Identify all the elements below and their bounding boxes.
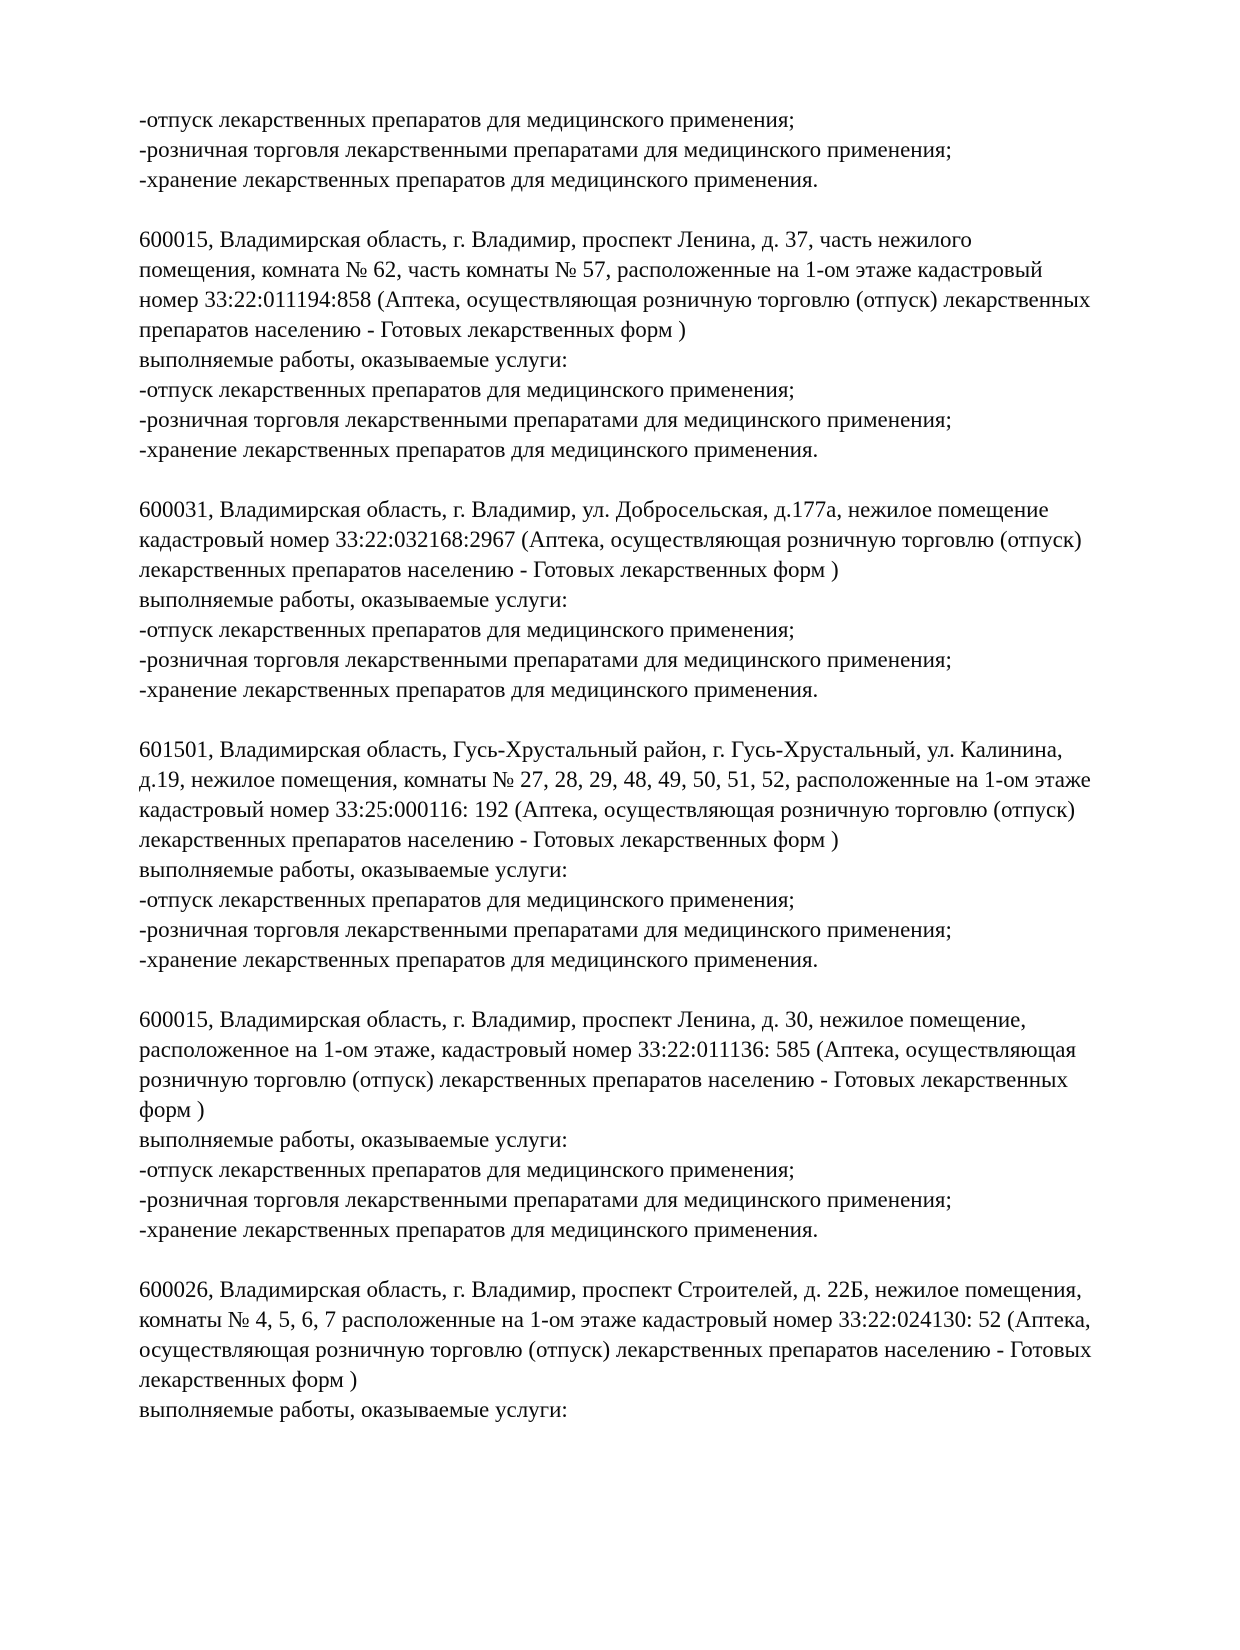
- text-line: -хранение лекарственных препаратов для медицинского применения.: [139, 947, 819, 972]
- text-line: -отпуск лекарственных препаратов для медицинского применения;: [139, 107, 795, 132]
- text-line: лекарственных препаратов населению - Готовых лекарственных форм ): [139, 827, 839, 852]
- document-body: [139, 105, 1170, 1425]
- text-line: -отпуск лекарственных препаратов для медицинского применения;: [139, 1157, 795, 1182]
- text-line: выполняемые работы, оказываемые услуги:: [139, 347, 568, 372]
- text-line: 600031, Владимирская область, г. Владимир, ул. Добросельская, д.177а, нежилое помещение: [139, 497, 1049, 522]
- text-line: -розничная торговля лекарственными препаратами для медицинского применения;: [139, 1187, 952, 1212]
- text-line: 600015, Владимирская область, г. Владимир, проспект Ленина, д. 30, нежилое помещение,: [139, 1007, 1027, 1032]
- text-line: розничную торговлю (отпуск) лекарственных препаратов населению - Готовых лекарственных: [139, 1067, 1068, 1092]
- text-line: 600026, Владимирская область, г. Владимир, проспект Строителей, д. 22Б, нежилое помещения,: [139, 1277, 1082, 1302]
- pharmacy-entry-dobroselskaya-177a: [139, 495, 1170, 705]
- text-line: -розничная торговля лекарственными препаратами для медицинского применения;: [139, 137, 952, 162]
- text-line: осуществляющая розничную торговлю (отпуск) лекарственных препаратов населению - Готовых: [139, 1337, 1092, 1362]
- text-line: лекарственных препаратов населению - Готовых лекарственных форм ): [139, 557, 839, 582]
- text-line: выполняемые работы, оказываемые услуги:: [139, 587, 568, 612]
- text-line: -хранение лекарственных препаратов для медицинского применения.: [139, 437, 819, 462]
- text-line: помещения, комната № 62, часть комнаты № 57, расположенные на 1-ом этаже кадастровый: [139, 257, 1043, 282]
- text-line: выполняемые работы, оказываемые услуги:: [139, 1127, 568, 1152]
- text-line: -хранение лекарственных препаратов для медицинского применения.: [139, 1217, 819, 1242]
- text-line: -розничная торговля лекарственными препаратами для медицинского применения;: [139, 917, 952, 942]
- text-line: д.19, нежилое помещения, комнаты № 27, 28, 29, 48, 49, 50, 51, 52, расположенные на 1-ом этаже: [139, 767, 1091, 792]
- text-line: -хранение лекарственных препаратов для медицинского применения.: [139, 677, 819, 702]
- text-line: номер 33:22:011194:858 (Аптека, осуществляющая розничную торговлю (отпуск) лекарственных: [139, 287, 1091, 312]
- text-line: -розничная торговля лекарственными препаратами для медицинского применения;: [139, 407, 952, 432]
- services-list-continuation: [139, 105, 1170, 195]
- text-line: лекарственных форм ): [139, 1367, 358, 1392]
- text-line: выполняемые работы, оказываемые услуги:: [139, 1397, 568, 1422]
- text-line: 600015, Владимирская область, г. Владимир, проспект Ленина, д. 37, часть нежилого: [139, 227, 972, 252]
- text-line: препаратов населению - Готовых лекарственных форм ): [139, 317, 686, 342]
- pharmacy-entry-stroiteley-22b: [139, 1275, 1170, 1425]
- text-line: -отпуск лекарственных препаратов для медицинского применения;: [139, 887, 795, 912]
- pharmacy-entry-lenina-37: [139, 225, 1170, 465]
- text-line: расположенное на 1-ом этаже, кадастровый номер 33:22:011136: 585 (Аптека, осуществляющая: [139, 1037, 1077, 1062]
- text-line: кадастровый номер 33:22:032168:2967 (Аптека, осуществляющая розничную торговлю (отпуск): [139, 527, 1082, 552]
- text-line: выполняемые работы, оказываемые услуги:: [139, 857, 568, 882]
- text-line: форм ): [139, 1097, 205, 1122]
- text-line: -розничная торговля лекарственными препаратами для медицинского применения;: [139, 647, 952, 672]
- text-line: -хранение лекарственных препаратов для медицинского применения.: [139, 167, 819, 192]
- text-line: -отпуск лекарственных препаратов для медицинского применения;: [139, 617, 795, 642]
- pharmacy-entry-kalinina-19: [139, 735, 1170, 975]
- text-line: 601501, Владимирская область, Гусь-Хрустальный район, г. Гусь-Хрустальный, ул. Калинина,: [139, 737, 1063, 762]
- pharmacy-entry-lenina-30: [139, 1005, 1170, 1245]
- text-line: кадастровый номер 33:25:000116: 192 (Аптека, осуществляющая розничную торговлю (отпуск): [139, 797, 1076, 822]
- text-line: -отпуск лекарственных препаратов для медицинского применения;: [139, 377, 795, 402]
- text-line: комнаты № 4, 5, 6, 7 расположенные на 1-ом этаже кадастровый номер 33:22:024130: 52 (Аптека,: [139, 1307, 1091, 1332]
